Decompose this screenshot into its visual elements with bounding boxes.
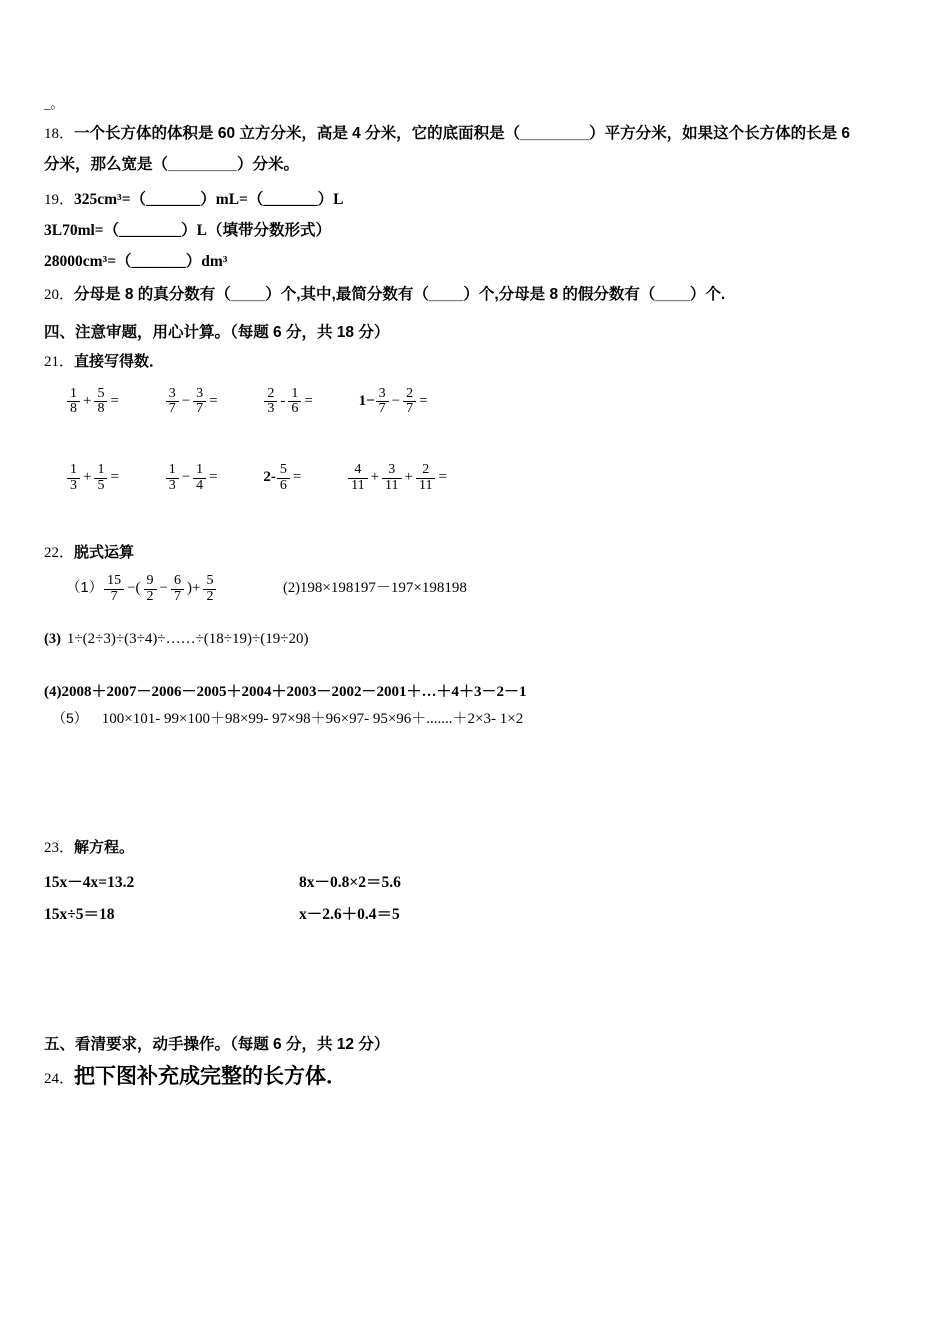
q21-expr-6: $\frac{1}{3}$ − $\frac{1}{4}$ =: [165, 463, 220, 493]
q22-item-1: （1） $\frac{15}{7}$ −( $\frac{9}{2}$ − $\frac{6}{7}$ )+ $\frac{5}{2}$ (2)198×198197－197×198198: [66, 573, 467, 605]
q21-row-1: [66, 387, 912, 417]
equation-cell: x－2.6＋0.4＝5: [299, 906, 400, 924]
q22-item4-expr: 2008＋2007－2006－2005＋2004＋2003－2002－2001＋…＋4＋3－2－1: [61, 683, 527, 700]
q21-expr-4: 1− $\frac{3}{7}$ − $\frac{2}{7}$ =: [358, 385, 428, 417]
q21-expr-1: $\frac{1}{8}$ + $\frac{5}{8}$ =: [66, 387, 121, 417]
q21-expr-7: 2- $\frac{5}{6}$ =: [263, 461, 302, 493]
question-18-line2: 分米，那么宽是（________）分米。: [44, 155, 299, 173]
question-19-line3: 28000cm³=（_______）dm³: [44, 252, 228, 270]
question-23: [44, 836, 912, 932]
section-4-heading: 四、注意审题，用心计算。（每题 6 分，共 18 分）: [44, 323, 390, 341]
fraction: $\frac{6}{7}$: [171, 574, 184, 604]
question-23-title: 解方程。: [74, 838, 135, 856]
q22-item1-label: （1）: [66, 580, 104, 597]
question-20: [44, 279, 912, 310]
page-content: [44, 96, 912, 1090]
equation-row: [44, 867, 912, 900]
question-22-title: 脱式运算: [74, 544, 135, 562]
q21-expr-2: $\frac{3}{7}$ − $\frac{3}{7}$ =: [165, 387, 220, 417]
question-20-number: 20．: [44, 286, 75, 303]
q22-item-4: [44, 680, 912, 701]
fraction: $\frac{2}{7}$: [403, 387, 416, 417]
question-24: [44, 1060, 912, 1090]
question-19: [44, 184, 912, 277]
question-23-number: 23．: [44, 839, 75, 856]
question-19-line2: 3L70ml=（________）L（填带分数形式）: [44, 221, 331, 239]
fraction: $\frac{3}{7}$: [376, 387, 389, 417]
fraction: $\frac{1}{6}$: [288, 387, 301, 417]
q21-expr-5: $\frac{1}{3}$ + $\frac{1}{5}$ =: [66, 463, 121, 493]
fraction: $\frac{1}{3}$: [67, 463, 80, 493]
question-21: [44, 350, 912, 494]
question-20-text: 分母是 8 的真分数有（____）个,其中,最简分数有（____）个,分母是 8 的假分数有（____）个.: [74, 285, 726, 303]
q22-item-3: [44, 631, 912, 648]
equation-cell: 15x÷5＝18: [44, 906, 115, 924]
fraction: $\frac{5}{2}$: [203, 574, 216, 604]
question-19-line1: 325cm³=（_______）mL=（_______）L: [74, 190, 344, 208]
fraction: $\frac{1}{8}$: [67, 387, 80, 417]
q21-expr-8: $\frac{4}{11}$ + $\frac{3}{11}$ + $\frac{2}{11}$ =: [347, 463, 449, 493]
fraction: $\frac{2}{11}$: [416, 463, 435, 493]
question-22-number: 22．: [44, 545, 75, 562]
question-21-number: 21．: [44, 353, 75, 370]
fraction: $\frac{9}{2}$: [144, 574, 157, 604]
fraction: $\frac{3}{7}$: [193, 387, 206, 417]
equation-cell: 15x－4x=13.2: [44, 873, 135, 891]
q23-equations: [44, 867, 912, 932]
q22-item5-label: （5）: [52, 709, 88, 726]
fraction: $\frac{15}{7}$: [104, 574, 124, 604]
q22-item5-expr: 100×101- 99×100＋98×99- 97×98＋96×97- 95×96＋.......＋2×3- 1×2: [101, 710, 524, 727]
fraction: $\frac{1}{4}$: [193, 463, 206, 493]
fraction: $\frac{4}{11}$: [348, 463, 367, 493]
q22-item3-label: (3): [44, 630, 61, 647]
fraction: $\frac{5}{8}$: [94, 387, 107, 417]
question-24-number: 24．: [44, 1070, 75, 1087]
question-22: [44, 541, 912, 727]
fraction: $\frac{2}{3}$: [264, 387, 277, 417]
fraction: $\frac{5}{6}$: [277, 463, 290, 493]
question-18: [44, 118, 912, 180]
q22-item2-label: (2): [282, 580, 300, 597]
question-18-line1: 一个长方体的体积是 60 立方分米，高是 4 分米，它的底面积是（________）平方分米，如果这个长方体的长是 6: [74, 124, 850, 142]
question-21-title: 直接写得数．: [74, 352, 165, 370]
fraction: $\frac{3}{11}$: [382, 463, 401, 493]
fraction: $\frac{3}{7}$: [166, 387, 179, 417]
q22-item2-expr: 198×198197－197×198198: [299, 580, 467, 597]
fraction: $\frac{1}{5}$: [94, 463, 107, 493]
equation-cell: 8x－0.8×2＝5.6: [299, 873, 401, 891]
equation-row: [44, 899, 912, 932]
q21-row-2: [66, 463, 912, 493]
section-5-heading: 五、看清要求，动手操作。（每题 6 分，共 12 分）: [44, 1035, 390, 1053]
q22-item-5: [44, 707, 912, 728]
question-18-number: 18．: [44, 125, 75, 142]
q22-item4-label: (4): [44, 683, 62, 700]
question-19-number: 19．: [44, 191, 75, 208]
q22-item2: [283, 580, 467, 596]
top-fragment: _。: [44, 96, 64, 111]
fraction: $\frac{1}{3}$: [166, 463, 179, 493]
question-24-title: 把下图补充成完整的长方体．: [74, 1064, 348, 1088]
q21-expr-3: $\frac{2}{3}$ - $\frac{1}{6}$ =: [263, 387, 314, 417]
q22-item3-expr: 1÷(2÷3)÷(3÷4)÷……÷(18÷19)÷(19÷20): [66, 630, 309, 647]
